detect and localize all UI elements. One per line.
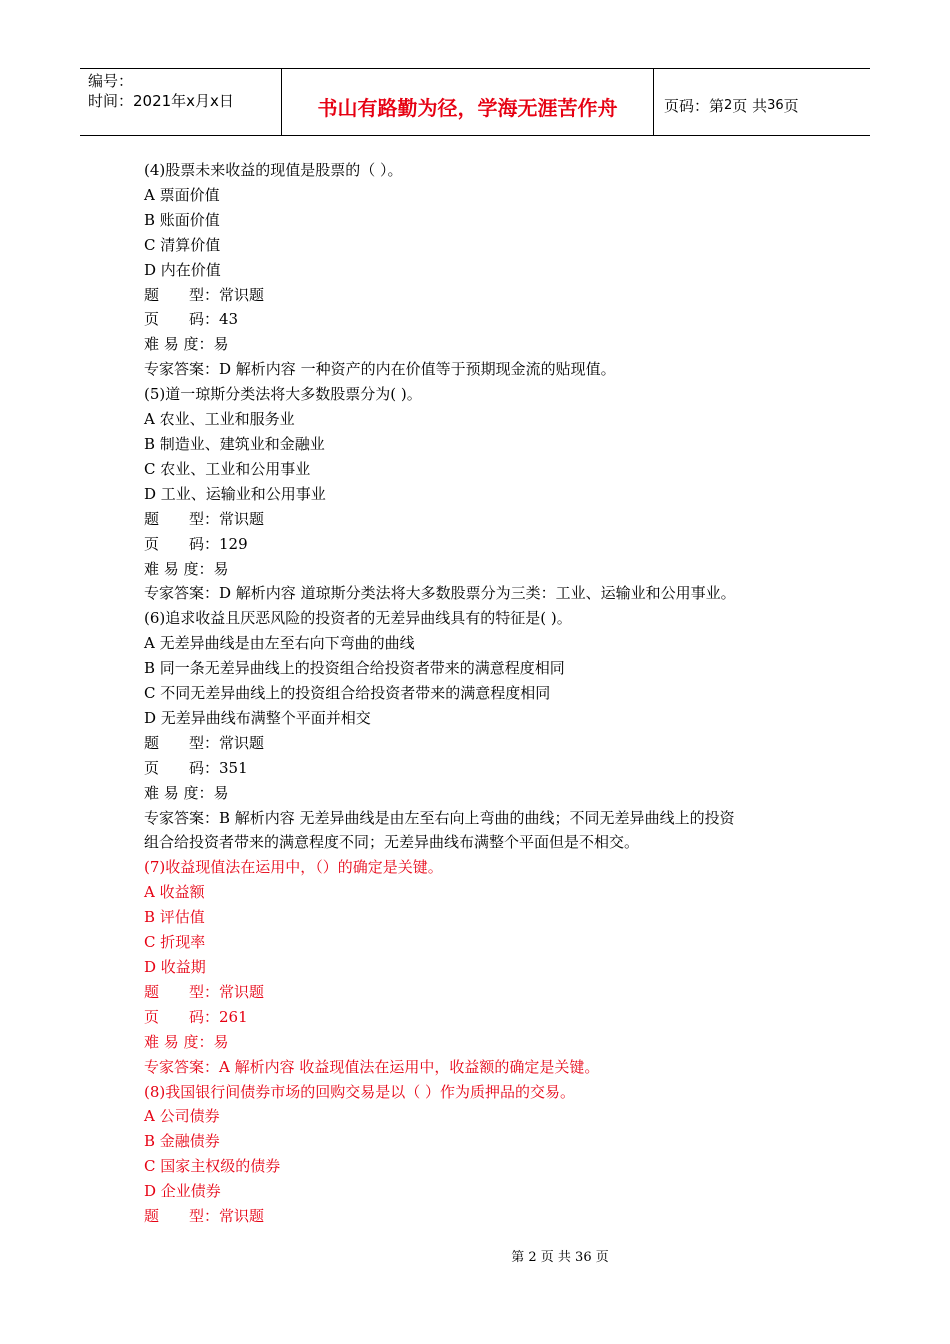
text-line: D 工业、运输业和公用事业 xyxy=(144,484,326,503)
header-page-info xyxy=(654,69,870,135)
text-line: C 折现率 xyxy=(144,933,206,952)
page-mid: 页 共 xyxy=(732,96,768,115)
text-line: 难 易 度：易 xyxy=(144,1032,229,1051)
text-line: B 账面价值 xyxy=(144,210,220,229)
text-line: 页 码：261 xyxy=(144,1007,248,1026)
text-line: (6)追求收益且厌恶风险的投资者的无差异曲线具有的特征是( )。 xyxy=(144,609,572,628)
text-line: 专家答案：D 解析内容 道琼斯分类法将大多数股票分为三类：工业、运输业和公用事业。 xyxy=(144,584,736,603)
text-line: 题 型：常识题 xyxy=(144,982,265,1001)
text-line: 页 码：129 xyxy=(144,534,248,553)
text-line: C 清算价值 xyxy=(144,235,221,254)
text-line: B 评估值 xyxy=(144,908,205,927)
text-line: B 制造业、建筑业和金融业 xyxy=(144,434,325,453)
text-line: 难 易 度：易 xyxy=(144,335,229,354)
page-suffix: 页 xyxy=(783,96,799,115)
text-line: D 内在价值 xyxy=(144,260,221,279)
text-line: D 无差异曲线布满整个平面并相交 xyxy=(144,708,371,727)
text-line: A 票面价值 xyxy=(144,185,220,204)
page-header xyxy=(80,68,870,136)
text-line: A 收益额 xyxy=(144,883,205,902)
text-line: 页 码：351 xyxy=(144,758,248,777)
text-line: 题 型：常识题 xyxy=(144,285,265,304)
text-line: C 不同无差异曲线上的投资组合给投资者带来的满意程度相同 xyxy=(144,684,551,703)
page-total: 36 xyxy=(767,97,784,113)
text-line: C 国家主权级的债券 xyxy=(144,1157,281,1176)
text-line: 专家答案：A 解析内容 收益现值法在运用中，收益额的确定是关键。 xyxy=(144,1057,600,1076)
text-line: (4)股票未来收益的现值是股票的（ ）。 xyxy=(144,161,403,179)
text-line: 难 易 度：易 xyxy=(144,559,229,578)
text-line: D 企业债券 xyxy=(144,1182,221,1201)
page-footer: 第 2 页 共 36 页 xyxy=(511,1250,609,1265)
text-line: A 公司债券 xyxy=(144,1107,220,1126)
text-line: 页 码：43 xyxy=(144,310,239,329)
text-line: C 农业、工业和公用事业 xyxy=(144,459,311,478)
text-line: (5)道一琼斯分类法将大多数股票分为( )。 xyxy=(144,385,422,404)
text-line: 题 型：常识题 xyxy=(144,733,265,752)
header-info-cell xyxy=(80,69,282,135)
text-line: 题 型：常识题 xyxy=(144,1207,265,1226)
text-line: 专家答案：B 解析内容 无差异曲线是由左至右向上弯曲的曲线；不同无差异曲线上的投资 xyxy=(144,808,735,827)
text-line: 专家答案：D 解析内容 一种资产的内在价值等于预期现金流的贴现值。 xyxy=(144,360,616,379)
text-line: 组合给投资者带来的满意程度不同；无差异曲线布满整个平面但是不相交。 xyxy=(144,833,640,852)
text-line: 题 型：常识题 xyxy=(144,509,265,528)
text-line: 难 易 度：易 xyxy=(144,783,229,802)
text-line: (8)我国银行间债券市场的回购交易是以（ ）作为质押品的交易。 xyxy=(144,1082,576,1101)
text-line: A 无差异曲线是由左至右向下弯曲的曲线 xyxy=(144,634,415,653)
text-line: D 收益期 xyxy=(144,958,206,976)
page-prefix: 页码：第 xyxy=(664,96,725,115)
text-line: B 同一条无差异曲线上的投资组合给投资者带来的满意程度相同 xyxy=(144,659,565,678)
document-body xyxy=(144,158,824,1229)
text-line: B 金融债券 xyxy=(144,1132,220,1151)
text-line: (7)收益现值法在运用中，（）的确定是关键。 xyxy=(144,858,443,877)
text-line: A 农业、工业和服务业 xyxy=(144,410,295,429)
header-motto: 书山有路勤为径，学海无涯苦作舟 xyxy=(282,69,654,135)
number-label: 编号： xyxy=(88,72,134,90)
page-number: 2 xyxy=(724,97,733,113)
time-label: 时间：2021年x月x日 xyxy=(88,92,234,110)
